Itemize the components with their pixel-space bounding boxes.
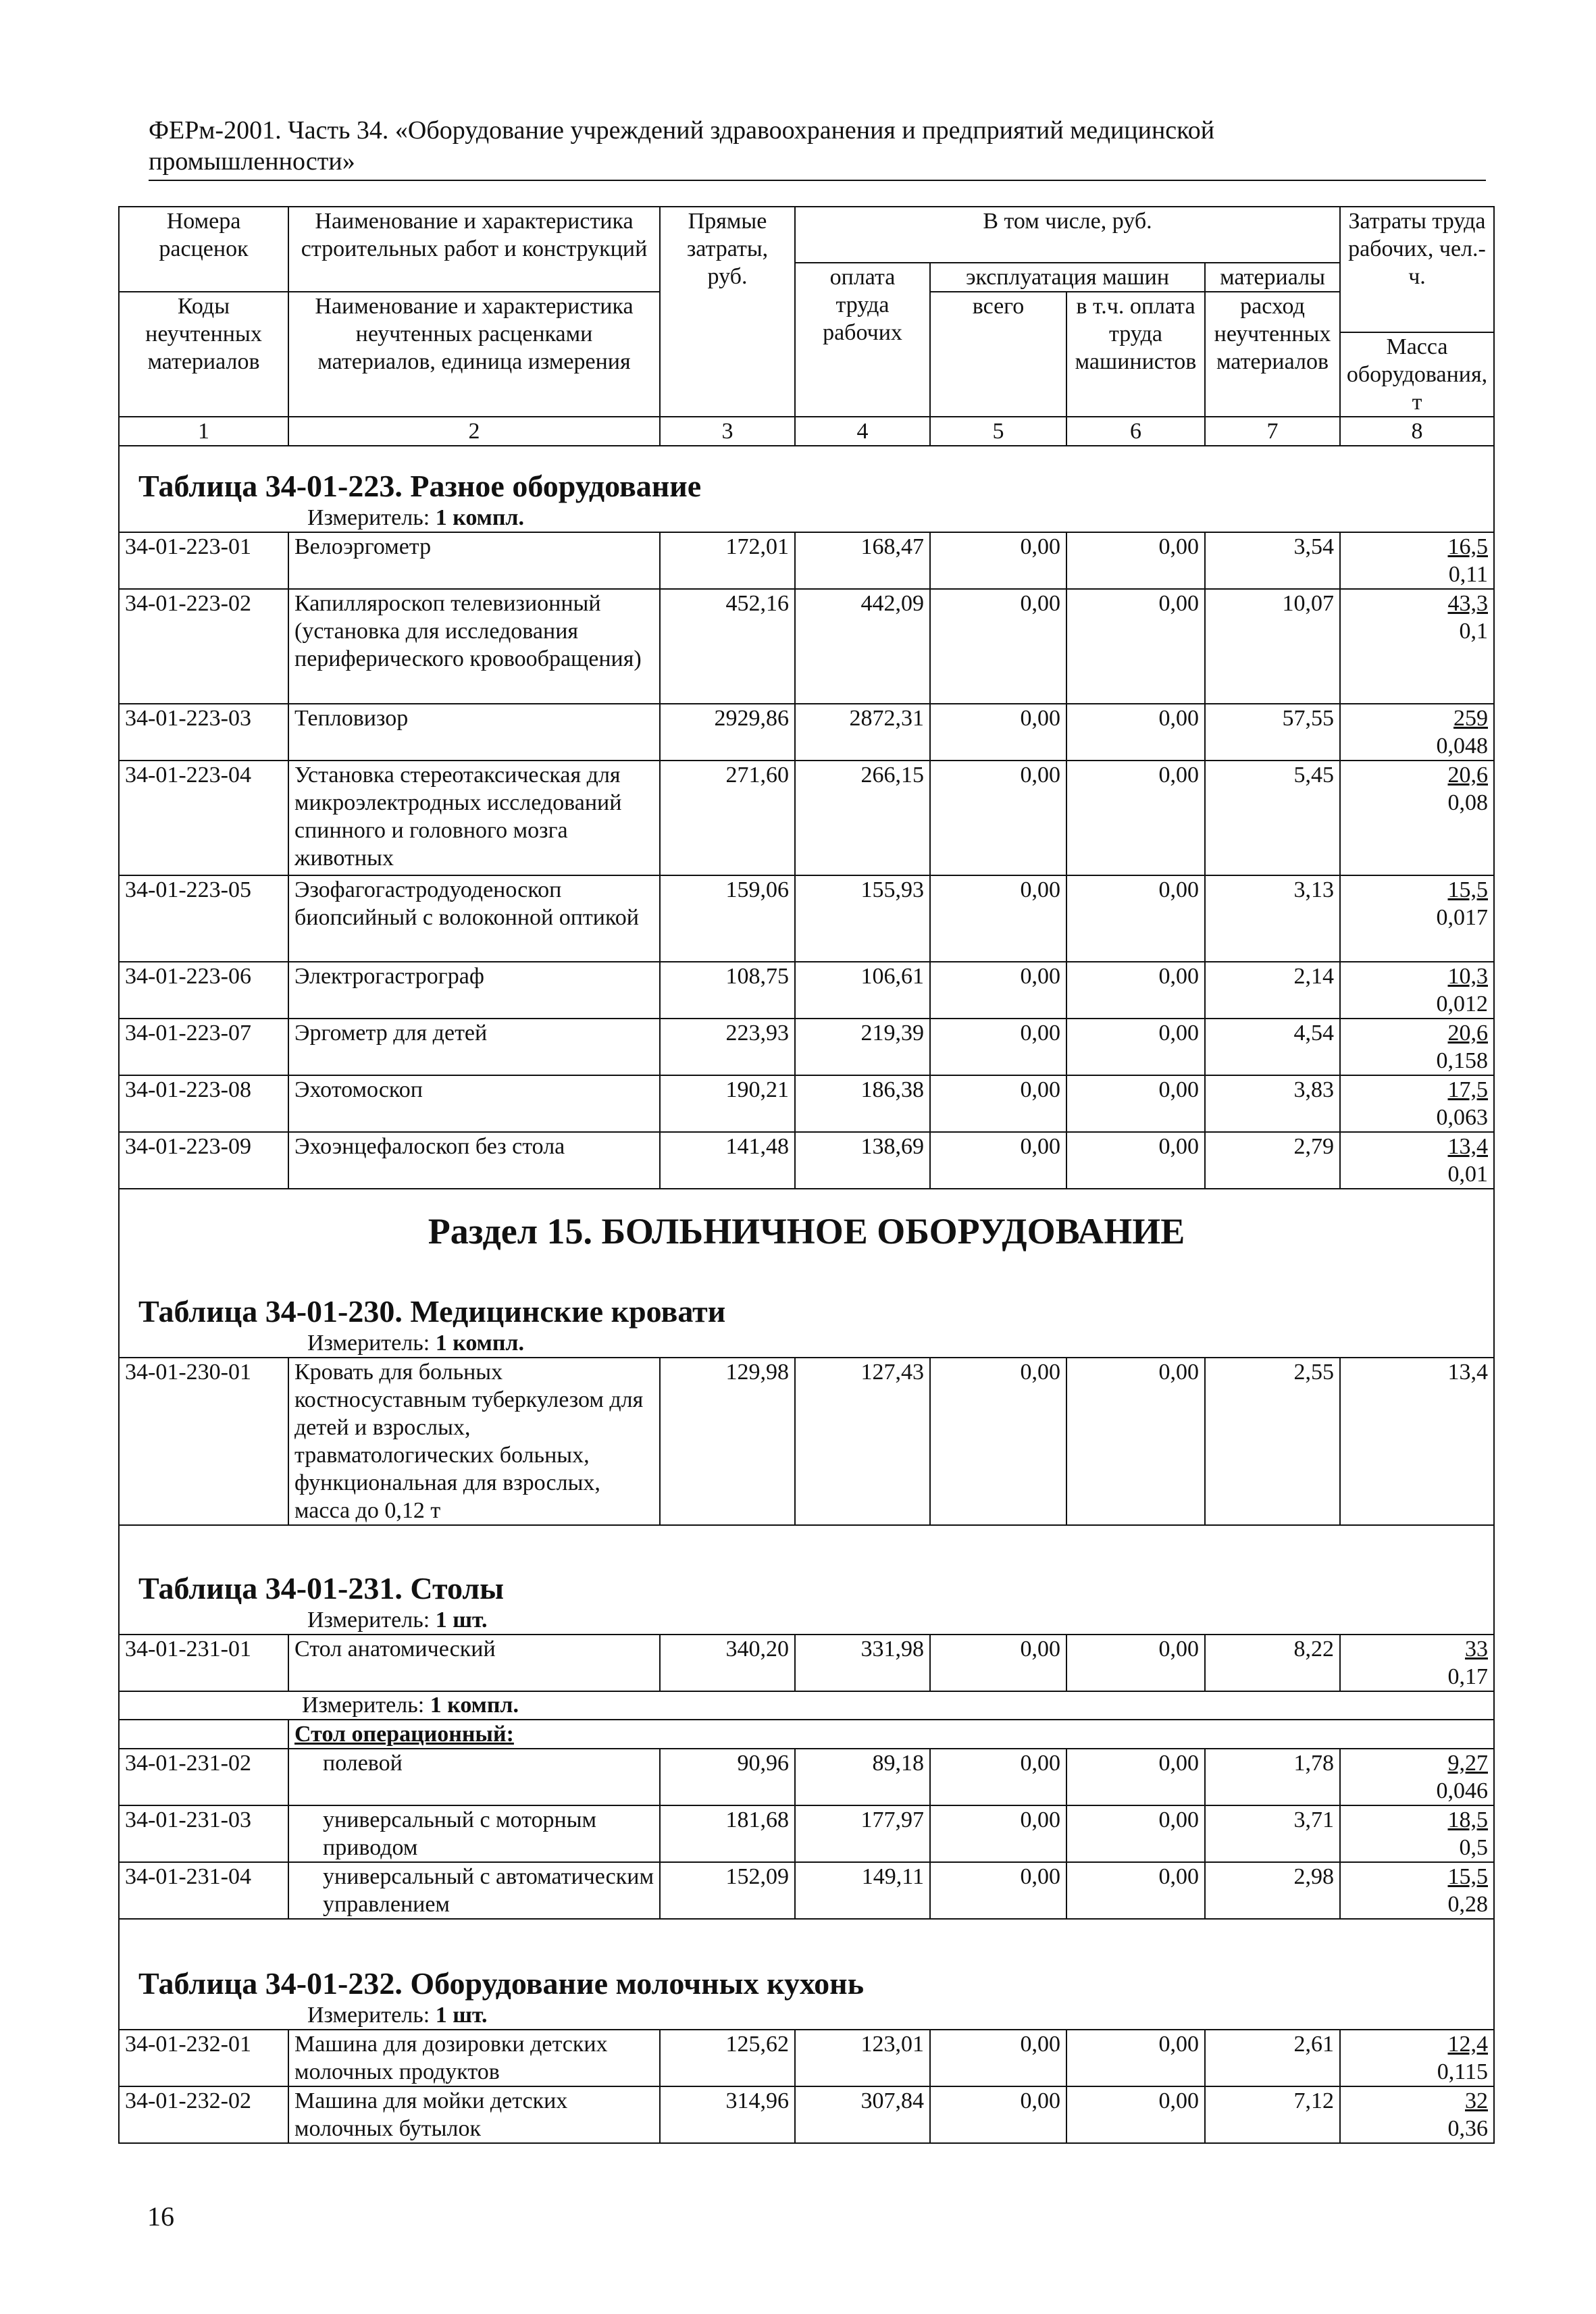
col1-top: Номера расценок [119, 207, 288, 263]
table-231-title: Таблица 34-01-231. Столы [138, 1571, 505, 1605]
col1-bottom: Коды неучтенных материалов [119, 292, 288, 417]
page-header [149, 115, 1486, 181]
col-num-1: 1 [119, 417, 288, 446]
table-row: 34-01-231-04 универсальный с автоматическим управлением 152,09 149,11 0,00 0,00 2,98 15,5 0,28 [119, 1862, 1494, 1919]
table-223-heading [119, 446, 1494, 532]
table-row: 34-01-223-03 Тепловизор 2929,86 2872,31 0,00 0,00 57,55 259 0,048 [119, 704, 1494, 761]
page-number: 16 [147, 2201, 174, 2232]
table-232-unit: Измеритель: 1 шт. [307, 2003, 488, 2028]
table-232-title: Таблица 34-01-232. Оборудование молочных кухонь [138, 1966, 865, 2001]
table-row: 34-01-223-07 Эргометр для детей 223,93 219,39 0,00 0,00 4,54 20,6 0,158 [119, 1019, 1494, 1075]
subgroup-code [119, 1720, 288, 1749]
table-231-unit: Измеритель: 1 шт. [307, 1608, 488, 1632]
table-row: 34-01-223-01 Велоэргометр 172,01 168,47 0,00 0,00 3,54 16,5 0,11 [119, 532, 1494, 589]
table-row: 34-01-232-01 Машина для дозировки детских молочных продуктов 125,62 123,01 0,00 0,00 2,61 12,4 0,115 [119, 2030, 1494, 2086]
col-num-7: 7 [1205, 417, 1340, 446]
col2-bottom: Наименование и характеристика неучтенных расценками материалов, единица измерения [288, 292, 660, 417]
col1-top-cont [119, 263, 288, 292]
price-table [118, 206, 1495, 2144]
table-row: 34-01-232-02 Машина для мойки детских молочных бутылок 314,96 307,84 0,00 0,00 7,12 32 0,36 [119, 2086, 1494, 2143]
table-row: 34-01-223-06 Электрогастрограф 108,75 106,61 0,00 0,00 2,14 10,3 0,012 [119, 962, 1494, 1019]
col-num-4: 4 [795, 417, 930, 446]
table-row: 34-01-223-09 Эхоэнцефалоскоп без стола 141,48 138,69 0,00 0,00 2,79 13,4 0,01 [119, 1132, 1494, 1189]
section-title: Раздел 15. БОЛЬНИЧНОЕ ОБОРУДОВАНИЕ [428, 1211, 1185, 1252]
col2-top: Наименование и характеристика строительных работ и конструкций [288, 207, 660, 263]
col8-bottom: Масса оборудования, т [1340, 332, 1494, 417]
header-rule [149, 180, 1486, 181]
header-line-2: промышленности» [149, 147, 355, 176]
col-num-6: 6 [1066, 417, 1205, 446]
machines-header: эксплуатация машин [930, 263, 1205, 292]
table-row: 34-01-223-08 Эхотомоскоп 190,21 186,38 0,00 0,00 3,83 17,5 0,063 [119, 1075, 1494, 1132]
table-230-title: Таблица 34-01-230. Медицинские кровати [138, 1294, 726, 1329]
table-row: 34-01-223-05 Эзофагогастродуоденоскоп биопсийный с волоконной оптикой 159,06 155,93 0,00 0,00 3,13 15,5 0,017 [119, 875, 1494, 962]
materials-header: материалы [1205, 263, 1340, 292]
table-row: 34-01-231-02 полевой 90,96 89,18 0,00 0,00 1,78 9,27 0,046 [119, 1749, 1494, 1805]
header-line-1: ФЕРм-2001. Часть 34. «Оборудование учреждений здравоохранения и предприятий медицинской [149, 116, 1215, 145]
table-232-heading [119, 1919, 1494, 2030]
table-row: 34-01-223-04 Установка стереотаксическая для микроэлектродных исследований спинного и головного мозга животных 271,60 266,15 0,00 0,00 5,45 20,6 0,08 [119, 761, 1494, 875]
table-231-unit-2: Измеритель: 1 компл. [119, 1691, 1494, 1720]
col5-header: всего [930, 292, 1066, 417]
incl-header: В том числе, руб. [795, 207, 1340, 263]
table-row: 34-01-223-02 Капилляроскоп телевизионный (установка для исследования периферического кровообращения) 452,16 442,09 0,00 0,00 10,07 43,3 0,1 [119, 589, 1494, 704]
col8-top: Затраты труда рабочих, чел.-ч. [1340, 207, 1494, 332]
table-223-title: Таблица 34-01-223. Разное оборудование [138, 469, 702, 503]
table-row: 34-01-231-01 Стол анатомический 340,20 331,98 0,00 0,00 8,22 33 0,17 [119, 1635, 1494, 1691]
table-row: 34-01-230-01 Кровать для больных костносуставным туберкулезом для детей и взрослых, травматологических больных, функциональная для взрослых, масса до 0,12 т 129,98 127,43 0,00 0,00 2,55 13,4 [119, 1358, 1494, 1525]
col4-header: оплата труда рабочих [795, 263, 930, 417]
table-row: 34-01-231-03 универсальный с моторным приводом 181,68 177,97 0,00 0,00 3,71 18,5 0,5 [119, 1805, 1494, 1862]
col-num-8: 8 [1340, 417, 1494, 446]
table-230-unit: Измеритель: 1 компл. [307, 1331, 525, 1356]
col-num-2: 2 [288, 417, 660, 446]
col6-header: в т.ч. оплата труда машинистов [1066, 292, 1205, 417]
col2-top-cont [288, 263, 660, 292]
section-15-block [119, 1189, 1494, 1358]
subgroup-label: Стол операционный: [288, 1720, 1494, 1749]
col7-header: расход неучтенных материалов [1205, 292, 1340, 417]
col3-header: Прямые затраты, руб. [660, 207, 795, 417]
table-231-heading [119, 1525, 1494, 1635]
table-223-unit: Измеритель: 1 компл. [307, 505, 525, 530]
col-num-3: 3 [660, 417, 795, 446]
col-num-5: 5 [930, 417, 1066, 446]
